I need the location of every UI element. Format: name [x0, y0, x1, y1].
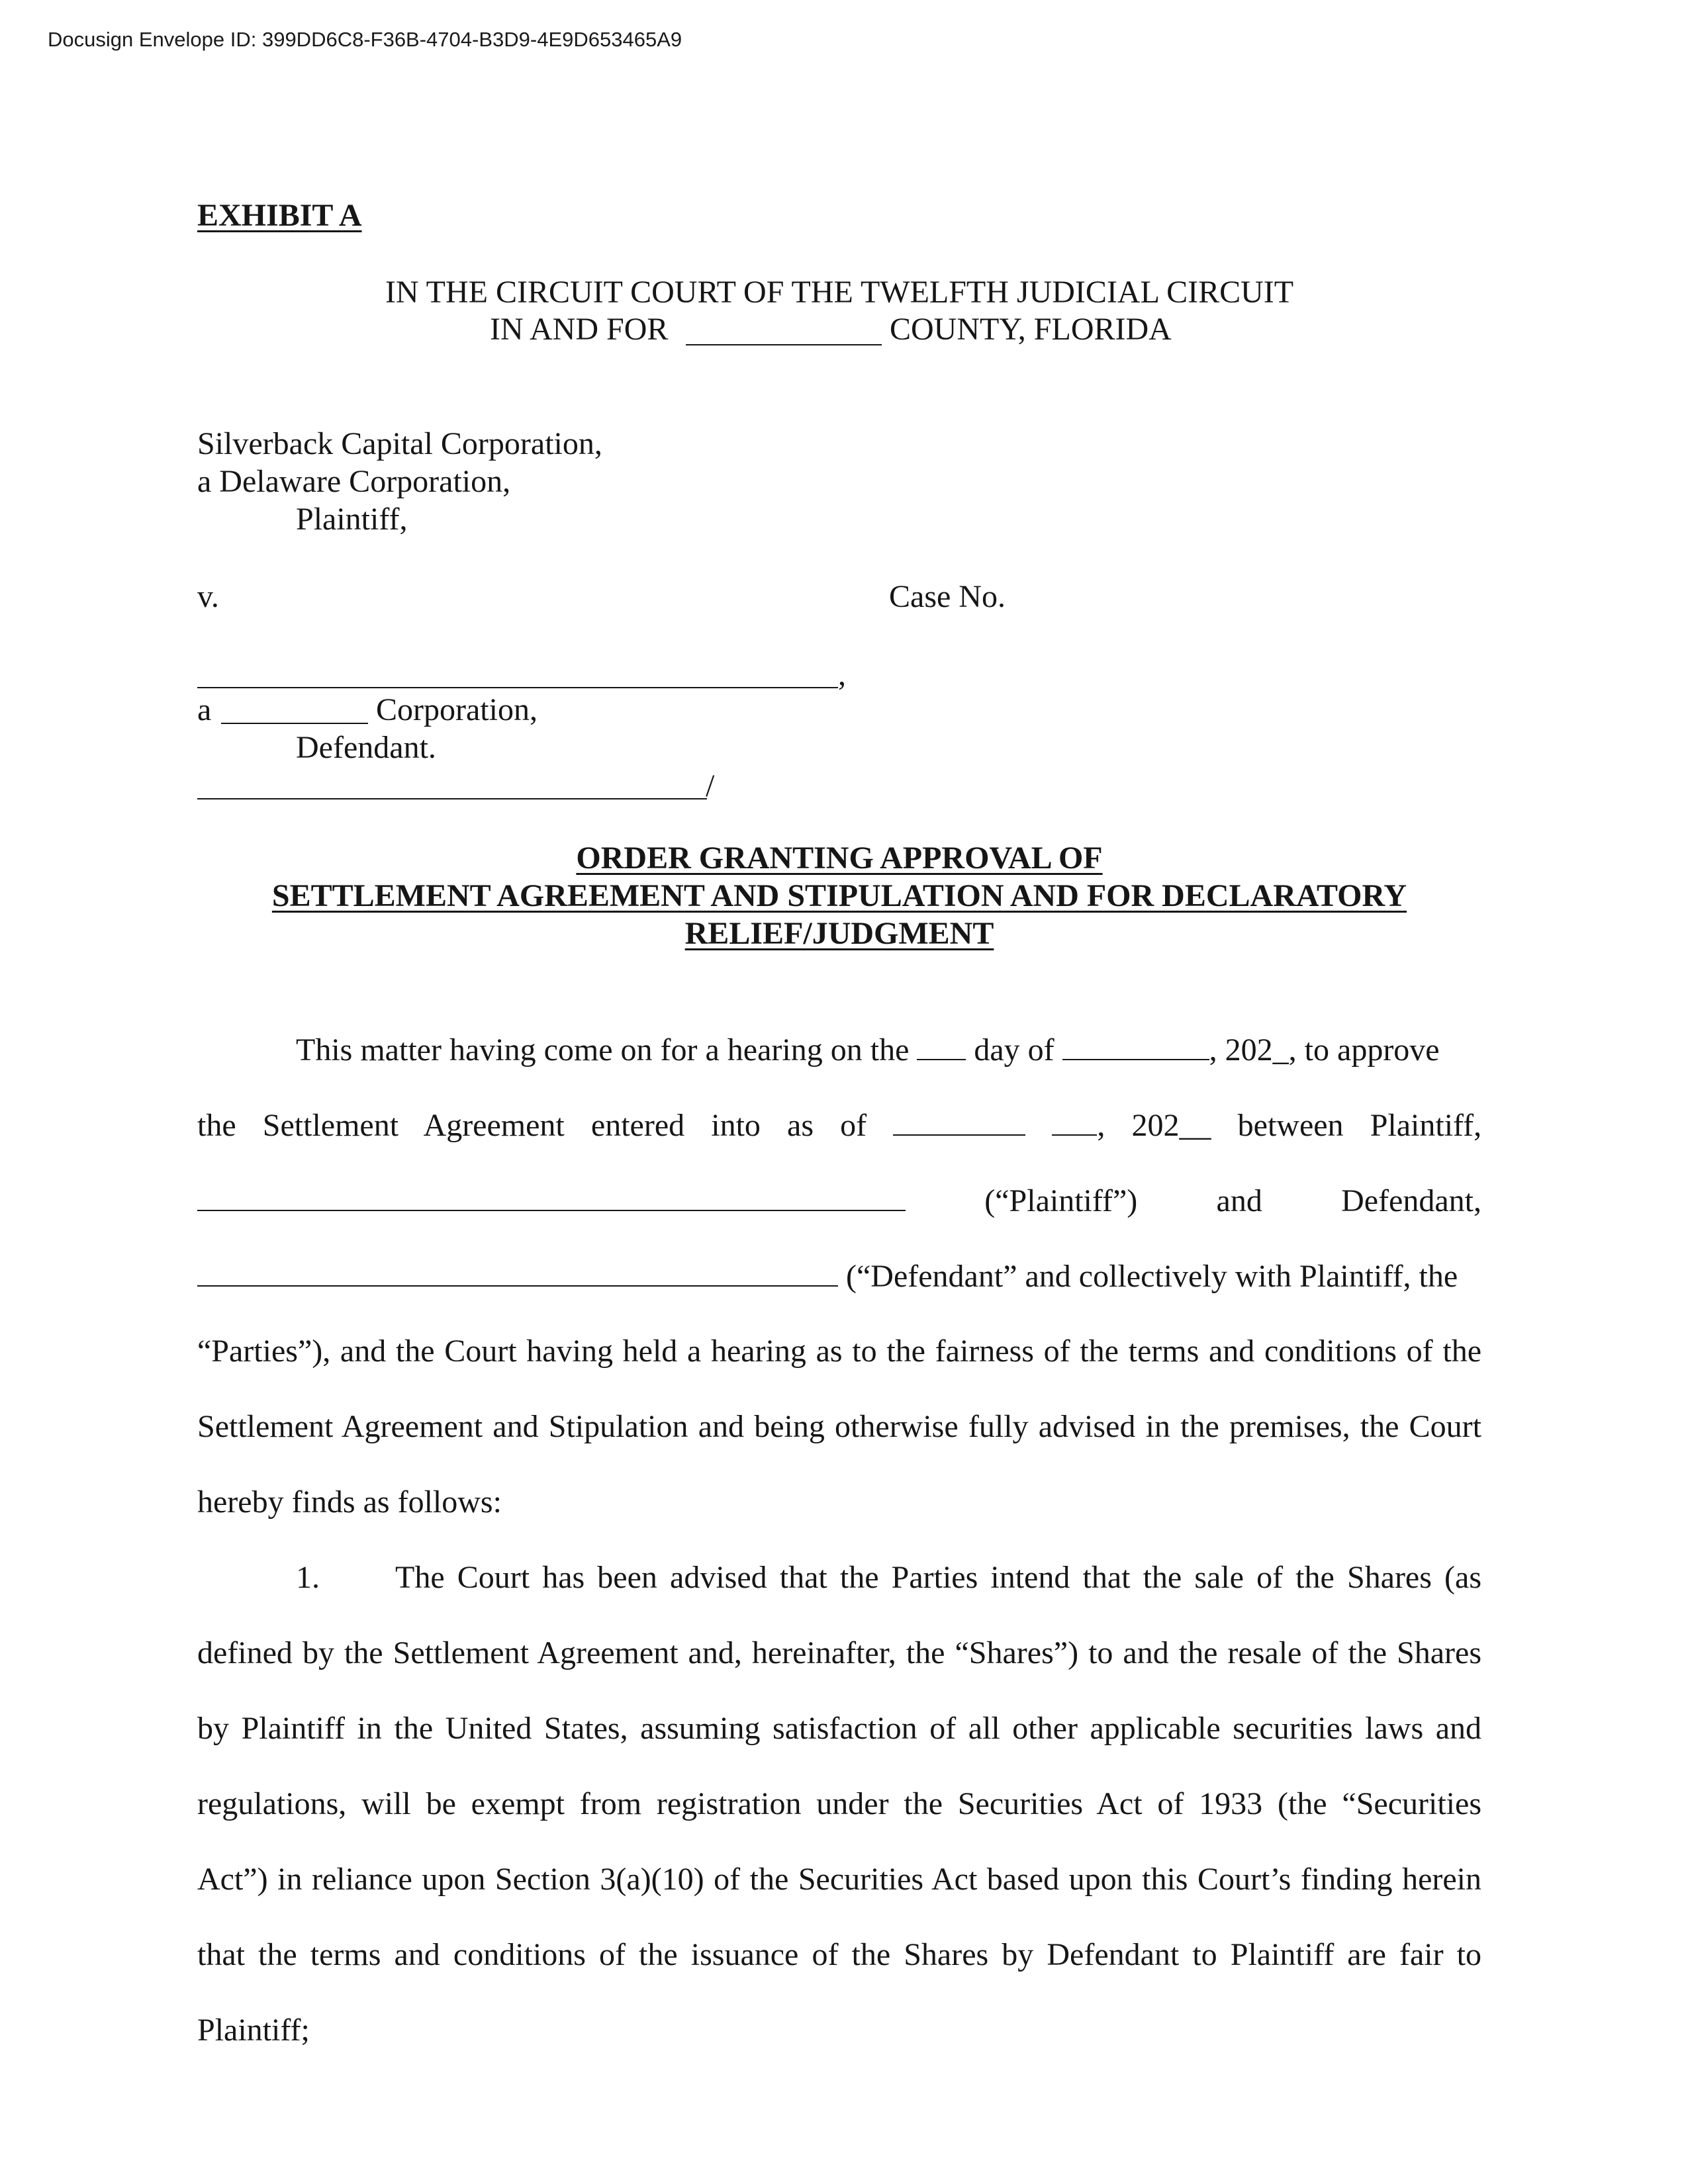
- p1-word: as: [787, 1108, 814, 1143]
- plaintiff-name-blank: [197, 1182, 906, 1211]
- body-p1-line4: [197, 1257, 1458, 1295]
- county-blank: [686, 344, 882, 345]
- body-p2-line3: by Plaintiff in the United States, assuming satisfaction of all other applicable securities laws and: [197, 1711, 1481, 1746]
- p1-text-b: day of: [974, 1032, 1055, 1068]
- body-p1-line2: [197, 1107, 1481, 1146]
- p1-word: Plaintiff,: [1370, 1108, 1482, 1143]
- body-p1-line6: Settlement Agreement and Stipulation and being otherwise fully advised in the premises, the Court: [197, 1409, 1481, 1444]
- defendant-role: Defendant.: [296, 730, 436, 765]
- order-title-line2: SETTLEMENT AGREEMENT AND STIPULATION AND FOR DECLARATORY: [271, 878, 1407, 913]
- case-number-label: Case No.: [889, 579, 1006, 614]
- agreement-month-blank: [893, 1107, 1025, 1136]
- court-heading-line1: IN THE CIRCUIT COURT OF THE TWELFTH JUDICIAL CIRCUIT: [385, 275, 1294, 310]
- agreement-day-blank: [1052, 1107, 1097, 1136]
- p1-word: of: [840, 1108, 867, 1143]
- defendant-full-name-blank: [197, 1257, 838, 1287]
- p1-text-c: , 202_, to approve: [1209, 1032, 1440, 1068]
- envelope-id: Docusign Envelope ID: 399DD6C8-F36B-4704-B3D9-4E9D653465A9: [48, 28, 682, 51]
- p1-comma: ,: [1097, 1108, 1105, 1143]
- hearing-day-blank: [917, 1031, 966, 1060]
- body-p2-line7: Plaintiff;: [197, 2013, 310, 2048]
- body-p1-line3: [197, 1182, 1481, 1222]
- p1-word: entered: [590, 1108, 685, 1143]
- paragraph-number-1: 1.: [296, 1560, 320, 1595]
- p1-word: the: [197, 1108, 236, 1143]
- p1-word: (“Plaintiff”): [984, 1183, 1138, 1218]
- body-p1-line5: “Parties”), and the Court having held a hearing as to the fairness of the terms and conditions of the: [197, 1334, 1481, 1369]
- order-title-line3: RELIEF/JUDGMENT: [684, 916, 994, 951]
- p1-word: Defendant,: [1341, 1183, 1481, 1218]
- defendant-name-comma: ,: [838, 657, 846, 692]
- p1-word: Settlement: [262, 1108, 399, 1143]
- p1-text: (“Defendant” and collectively with Plaintiff, the: [846, 1259, 1458, 1294]
- body-p2-line1: The Court has been advised that the Parties intend that the sale of the Shares (as: [395, 1560, 1481, 1595]
- exhibit-title: EXHIBIT A: [197, 198, 362, 233]
- body-p2-line4: regulations, will be exempt from registration under the Securities Act of 1933 (the “Securities: [197, 1786, 1481, 1821]
- court-heading-line2-suffix: COUNTY, FLORIDA: [890, 312, 1172, 347]
- body-p2-line6: that the terms and conditions of the issuance of the Shares by Defendant to Plaintiff are fair to: [197, 1937, 1481, 1972]
- defendant-type: Corporation,: [376, 692, 538, 727]
- caption-closing-slash: /: [706, 768, 715, 803]
- body-p2-line5: Act”) in reliance upon Section 3(a)(10) of the Securities Act based upon this Court’s finding herein: [197, 1862, 1481, 1897]
- order-title-line1: ORDER GRANTING APPROVAL OF: [576, 841, 1103, 876]
- versus: v.: [197, 579, 219, 614]
- p1-word: between: [1237, 1108, 1344, 1143]
- body-p2-line2: defined by the Settlement Agreement and, hereinafter, the “Shares”) to and the resale of the Shares: [197, 1635, 1481, 1670]
- hearing-month-blank: [1062, 1031, 1209, 1060]
- p1-year: 202__: [1131, 1108, 1211, 1143]
- body-p1-line7: hereby finds as follows:: [197, 1484, 502, 1520]
- court-heading-line2-prefix: IN AND FOR: [490, 312, 669, 347]
- p1-text-a: This matter having come on for a hearing on the: [296, 1032, 910, 1068]
- p1-word: Agreement: [423, 1108, 565, 1143]
- defendant-name-blank: [197, 687, 838, 688]
- defendant-state-blank: [221, 723, 368, 724]
- plaintiff-role: Plaintiff,: [296, 502, 408, 537]
- defendant-prefix: a: [197, 692, 212, 727]
- p1-word: and: [1216, 1183, 1262, 1218]
- p1-word: into: [711, 1108, 761, 1143]
- plaintiff-name: Silverback Capital Corporation,: [197, 426, 602, 461]
- caption-closing-line: [197, 798, 707, 799]
- plaintiff-type: a Delaware Corporation,: [197, 464, 511, 499]
- body-p1-line1: [296, 1031, 1440, 1068]
